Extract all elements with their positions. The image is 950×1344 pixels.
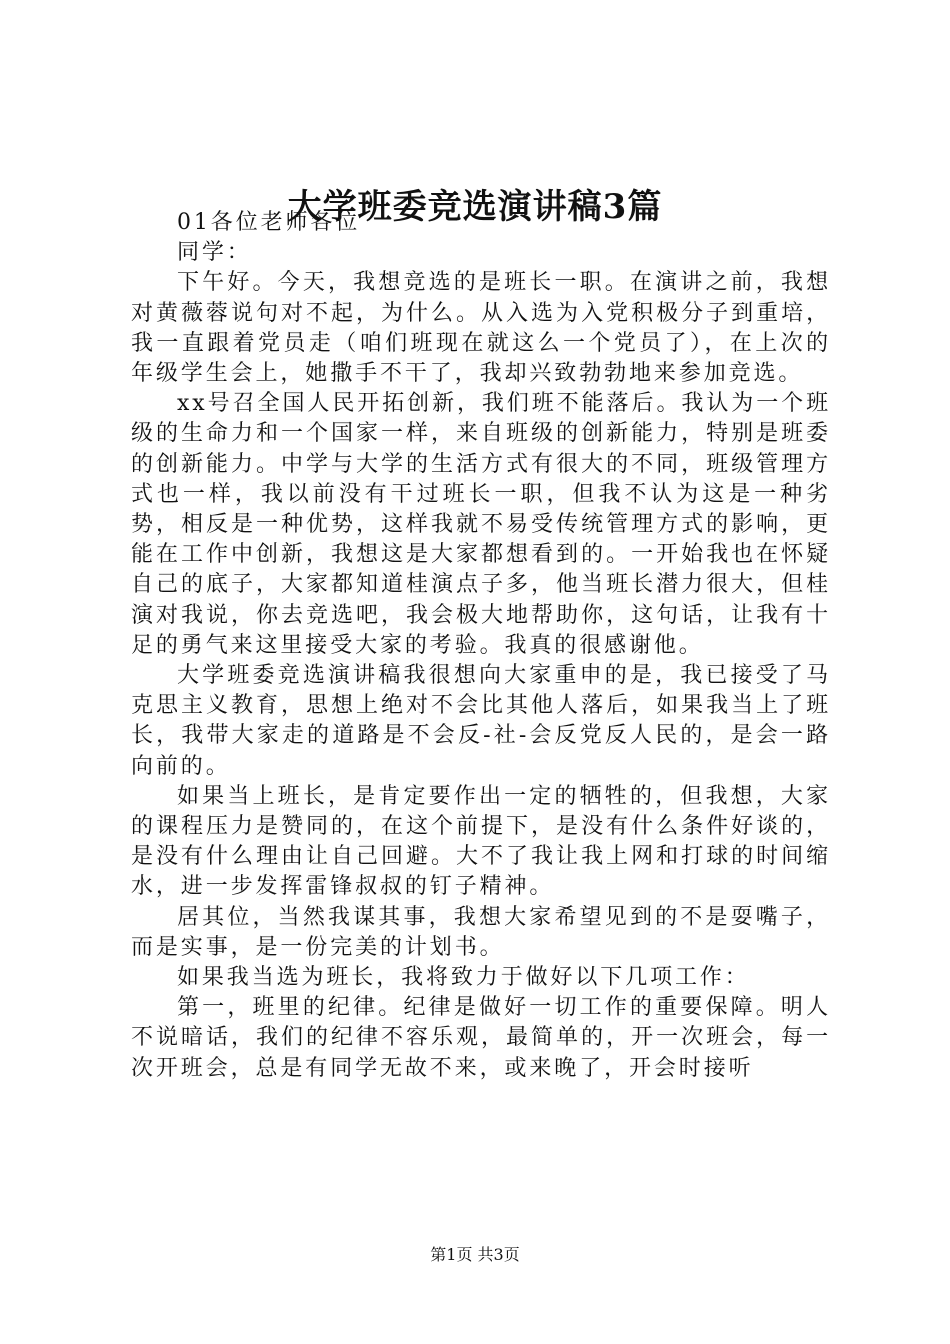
paragraph: 如果我当选为班长，我将致力于做好以下几项工作： (177, 965, 750, 991)
paragraph: 第一，班里的纪律。纪律是做好一切工作的重要保障。明人不说暗话，我们的纪律不容乐观，最简单的，开一次班会，每一次开班会，总是有同学无故不来，或来晚了，开会时接听 (131, 995, 831, 1081)
paragraph: 如果当上班长，是肯定要作出一定的牺牲的，但我想，大家的课程压力是赞同的，在这个前提下，是没有什么条件好谈的，是没有什么理由让自己回避。大不了我让我上网和打球的时间缩水，进一步发挥雷锋叔叔的钉子精神。 (131, 783, 831, 900)
paragraph: 居其位，当然我谋其事，我想大家希望见到的不是耍嘴子，而是实事，是一份完美的计划书。 (131, 904, 831, 960)
paragraph: 下午好。今天，我想竞选的是班长一职。在演讲之前，我想对黄薇蓉说句对不起，为什么。从入选为入党积极分子到重培，我一直跟着党员走（咱们班现在就这么一个党员了），在上次的年级学生会上，她撒手不干了，我却兴致勃勃地来参加竞选。 (131, 270, 831, 387)
paragraph: xx号召全国人民开拓创新，我们班不能落后。我认为一个班级的生命力和一个国家一样，来自班级的创新能力，特别是班委的创新能力。中学与大学的生活方式有很大的不同，班级管理方式也一样，我以前没有干过班长一职，但我不认为这是一种劣势，相反是一种优势，这样我就不易受传统管理方式的影响，更能在工作中创新，我想这是大家都想看到的。一开始我也在怀疑自己的底子，大家都知道桂演点子多，他当班长潜力很大，但桂演对我说，你去竞选吧，我会极大地帮助你，这句话，让我有十足的勇气来这里接受大家的考验。我真的很感谢他。 (131, 391, 831, 658)
paragraph: 同学： (177, 240, 252, 266)
paragraph: 大学班委竞选演讲稿我很想向大家重申的是，我已接受了马克思主义教育，思想上绝对不会比其他人落后，如果我当上了班长，我带大家走的道路是不会反-社-会反党反人民的，是会一路向前的。 (131, 663, 831, 779)
paragraph: 01各位老师各位 (177, 210, 361, 235)
document-body (131, 208, 831, 1084)
page-footer: 第1页 共3页 (430, 1245, 520, 1264)
document-title: 大学班委竞选演讲稿3篇 (287, 187, 663, 227)
